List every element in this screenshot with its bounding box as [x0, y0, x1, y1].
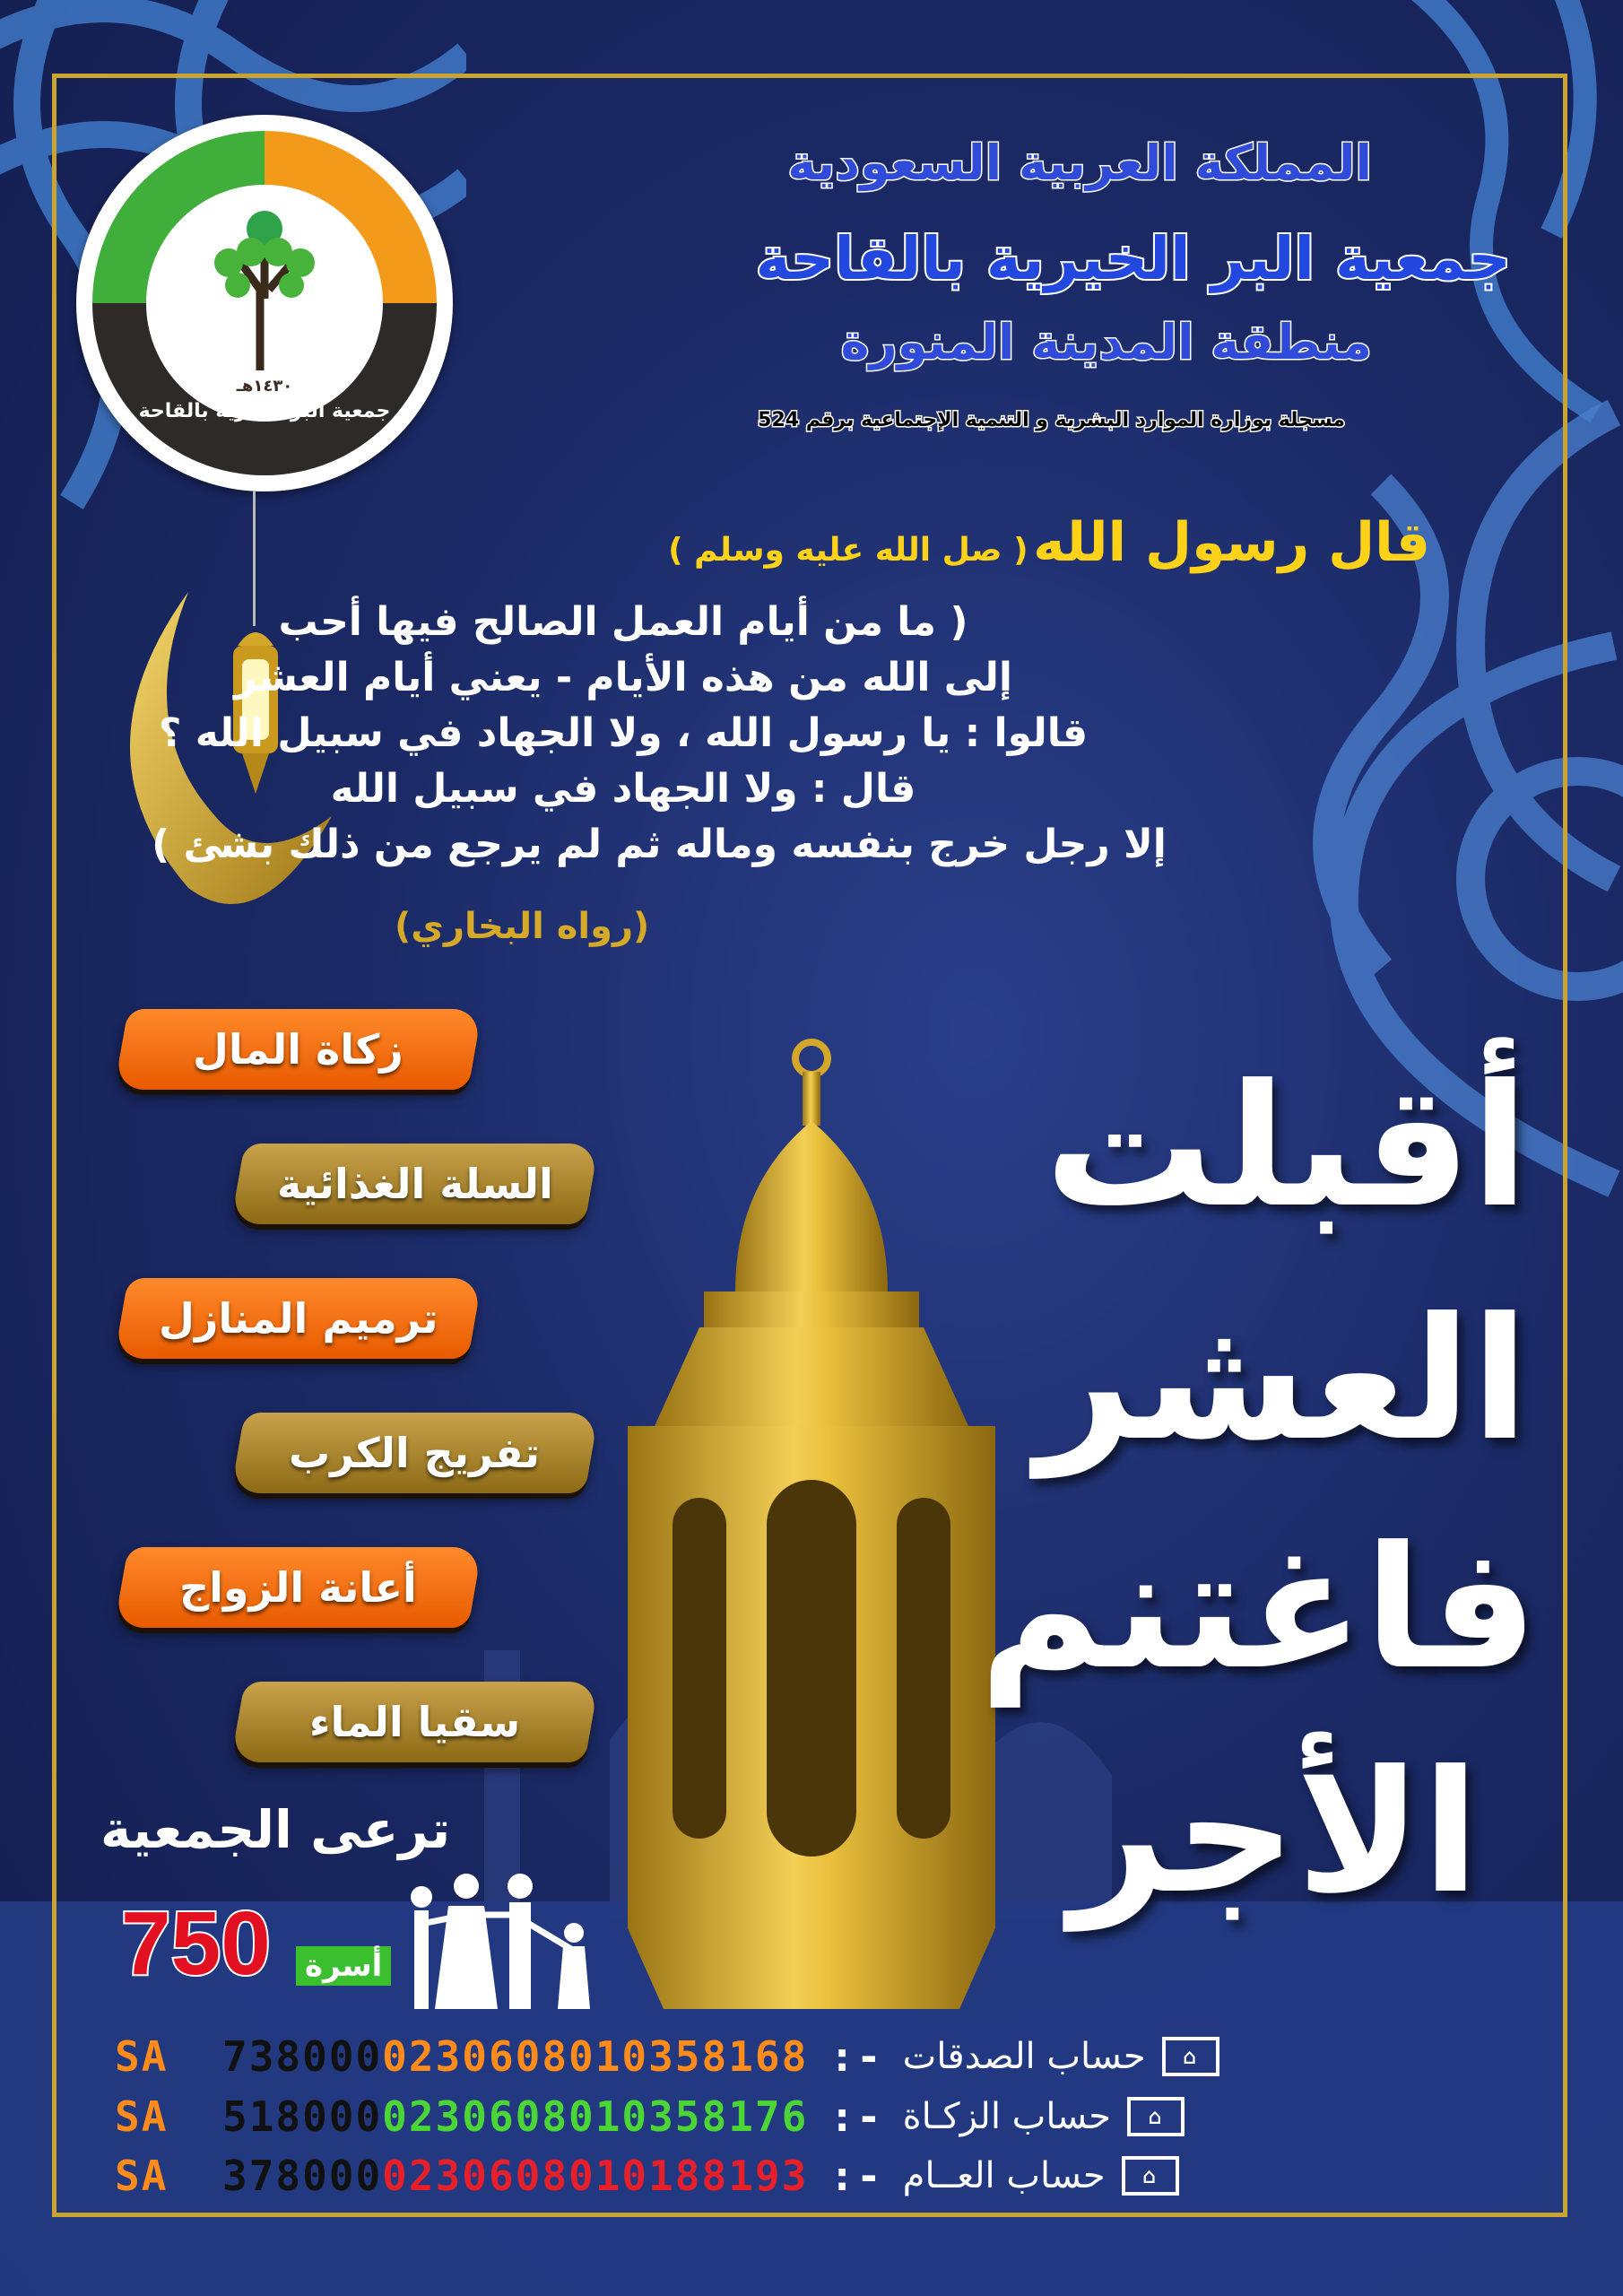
service-label: ترميم المنازل	[158, 1294, 438, 1343]
service-label: السلة الغذائية	[276, 1160, 553, 1208]
iban-prefix: 518000	[222, 2092, 383, 2141]
tree-icon	[211, 209, 318, 370]
service-label: أعانة الزواج	[179, 1563, 417, 1612]
service-marriage-aid[interactable]	[114, 1547, 482, 1628]
service-food-basket[interactable]	[230, 1144, 599, 1224]
service-water[interactable]	[230, 1682, 599, 1762]
account-label: حساب الزكـاة	[902, 2096, 1111, 2137]
account-row	[115, 2092, 1541, 2142]
bank-icon: ⌂	[1162, 2037, 1219, 2076]
separator: :-	[829, 2032, 883, 2081]
iban-country: SA	[115, 2032, 169, 2081]
hadith-line: قال : ولا الجهاد في سبيل الله	[330, 766, 916, 812]
families-unit: أسرة	[296, 1946, 391, 1986]
separator: :-	[829, 2092, 883, 2141]
iban-number[interactable]: 0230608010358168	[382, 2032, 809, 2081]
hadith-line: قالوا : يا رسول الله ، ولا الجهاد في سبيل الله ؟	[158, 710, 1089, 756]
service-label: تفريج الكرب	[289, 1429, 541, 1477]
account-label: حساب الصدقات	[902, 2036, 1146, 2077]
account-row	[115, 2031, 1541, 2082]
bank-icon: ⌂	[1127, 2097, 1185, 2136]
hadith-line: إلا رجل خرج بنفسه وماله ثم لم يرجع من ذلك بشئ )	[152, 822, 1167, 867]
iban-prefix: 378000	[222, 2152, 383, 2200]
registration-note: مسجلة بوزارة الموارد البشرية و التنمية الإجتماعية برقم 524	[758, 409, 1345, 431]
separator: :-	[829, 2152, 883, 2200]
society-logo	[76, 115, 453, 491]
iban-number[interactable]: 0230608010358176	[382, 2092, 809, 2141]
narrator: (رواه البخاري)	[395, 906, 650, 947]
hadith-line: ( ما من أيام العمل الصالح فيها أحب	[278, 599, 968, 645]
logo-caption: جمعية البر الخيرية بالقاحة	[138, 400, 391, 422]
prophet-said: قال رسول الله	[1033, 511, 1430, 574]
hadith-line: إلى الله من هذه الأيام - يعني أيام العشر	[234, 655, 1012, 700]
service-label: زكاة المال	[193, 1025, 404, 1074]
headline-line: أقبلت	[1044, 1048, 1529, 1245]
salutation: ( صل الله عليه وسلم )	[668, 532, 1028, 569]
headline-line: العشر	[1036, 1282, 1529, 1478]
hadith-intro	[668, 511, 1430, 574]
service-zakat[interactable]	[114, 1009, 482, 1090]
service-home-repair[interactable]	[114, 1278, 482, 1359]
account-label: حساب العــام	[902, 2155, 1106, 2196]
kingdom-title: المملكة العربية السعودية	[787, 135, 1372, 191]
iban-country: SA	[115, 2092, 169, 2141]
region-name: منطقة المدينة المنورة	[840, 314, 1372, 370]
family-icon	[395, 1870, 601, 2009]
logo-year: ١٤٣٠هـ	[236, 377, 293, 396]
account-row	[115, 2151, 1541, 2201]
headline-line: فاغتنم	[978, 1510, 1538, 1707]
families-count: 750	[121, 1893, 271, 1994]
supports-label: ترعى الجمعية	[100, 1799, 451, 1860]
bank-icon: ⌂	[1122, 2156, 1179, 2196]
service-label: سقيا الماء	[308, 1698, 521, 1746]
big-lantern-icon	[619, 1031, 1013, 2018]
iban-country: SA	[115, 2152, 169, 2200]
society-name: جمعية البر الخيرية بالقاحة	[755, 224, 1511, 293]
iban-number[interactable]: 0230608010188193	[382, 2152, 809, 2200]
service-relief[interactable]	[230, 1413, 599, 1493]
iban-prefix: 738000	[222, 2032, 383, 2081]
headline-line: الأجر	[1070, 1735, 1480, 1931]
